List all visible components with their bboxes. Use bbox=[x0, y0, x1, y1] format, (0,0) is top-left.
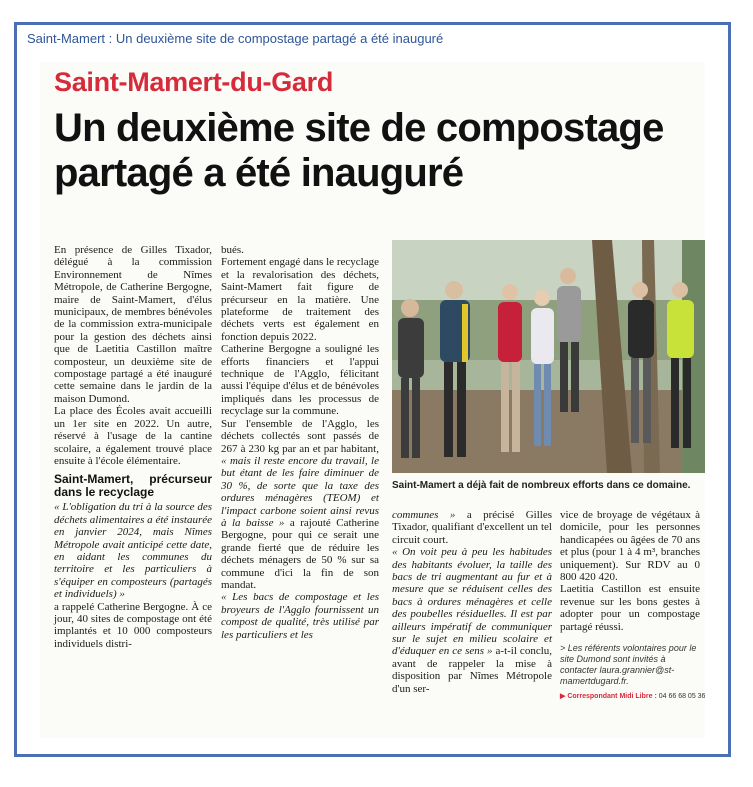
text-run: Sur l'ensemble de l'Agglo, les déchets collectés sont passés de 267 à 230 kg par an et par habitant, bbox=[221, 417, 379, 455]
document-frame bbox=[14, 22, 731, 757]
paragraph: Fortement engagé dans le recyclage et la revalorisation des déchets, Saint-Mamert fait figure de précurseur en la matière. Une plateforme de traitement des déchets verts est également en fonction depuis 2022. bbox=[221, 256, 379, 343]
newspaper-clipping bbox=[40, 62, 705, 738]
quote-run: « mais il reste encore du travail, le but étant de les faire diminuer de 30 %, de sorte que la taxe des ordures ménagères (TEOM) et l'impact carbone soient ainsi revus à la baisse » bbox=[221, 454, 379, 529]
paragraph bbox=[221, 418, 379, 592]
article-location: Saint-Mamert-du-Gard bbox=[54, 67, 334, 97]
article-column-1 bbox=[54, 244, 212, 650]
article-photo bbox=[392, 240, 705, 473]
paragraph: vice de broyage de végétaux à domicile, pour les personnes handicapées ou âgées de 70 ans et plus (pour 1 à 4 m³, branches uniquement). Sur RDV au 0 800 420 420. bbox=[560, 509, 700, 584]
paragraph: a rappelé Catherine Bergogne. À ce jour, 40 sites de compostage ont été implantés et 10 000 composteurs individuels distri- bbox=[54, 600, 212, 650]
quote-paragraph: « Les bacs de compostage et les broyeurs de l'Agglo fournissent un compost de qualité, très utilisé par les particuliers et les bbox=[221, 591, 379, 641]
quote-paragraph: « L'obligation du tri à la source des déchets alimentaires a été instaurée en janvier 2024, mais Nîmes Métropole avait anticipé cette date, en aidant les communes du territoire et les particuliers à s'équiper en composteurs (partagés et individuels) » bbox=[54, 501, 212, 601]
article-headline: Un deuxième site de compostage partagé a été inauguré bbox=[54, 106, 664, 195]
photo-caption: Saint-Mamert a déjà fait de nombreux efforts dans ce domaine. bbox=[392, 480, 691, 491]
paragraph: bués. bbox=[221, 244, 244, 256]
article-column-3 bbox=[392, 509, 552, 695]
quote-run: « On voit peu à peu les habitudes des habitants évoluer, la taille des bacs de tri augmentant au fur et à mesure que se réduisent celles des bacs à ordures ménagères et celle des poubelles résiduelles. Il est par ailleurs impératif de communiquer sur le sujet en milieu scolaire et d'éduquer en ce sens » bbox=[392, 546, 552, 658]
paragraph: En présence de Gilles Tixador, délégué à la commission Environnement de Nîmes Métropole, de Catherine Bergogne, maire de Saint-Mamert, d'élus municipaux, de membres bénévoles de la commission extra-municipale pour la gestion des déchets ainsi que de Laetitia Castillon maître composteur, un deuxième site de compostage partagé a été inauguré cette semaine dans le jardin de la maison Dumond. bbox=[54, 244, 212, 405]
byline-label: ▶ Correspondant Midi Libre : bbox=[560, 693, 657, 701]
byline bbox=[560, 691, 705, 703]
document-title: Saint-Mamert : Un deuxième site de compostage partagé a été inauguré bbox=[27, 31, 444, 46]
photo-illustration bbox=[392, 240, 705, 473]
paragraph bbox=[392, 509, 552, 546]
text-run: a précisé Gilles Tixador, qualifiant d'excellent un tel circuit court. bbox=[392, 509, 552, 546]
quote-run: communes » bbox=[392, 509, 456, 521]
text-run: a-t-il conclu, avant de rappeler la mise à disposition par Nîmes Métropole d'un ser- bbox=[392, 645, 553, 695]
contact-note: > Les référents volontaires pour le site Dumond sont invités à contacter laura.grannier@st-mamertdugard.fr. bbox=[560, 643, 697, 687]
text-run: a rajouté Catherine Bergogne, pour qui ce serait une grande fierté que de réduire les déchets ménagers de 50 % sur sa commune d'ici la fin de son mandat. bbox=[221, 516, 380, 591]
paragraph: Laetitia Castillon est ensuite revenue sur les bons gestes à adopter pour un compostage partagé réussi. bbox=[560, 583, 700, 633]
article-subheading: Saint-Mamert, précurseur dans le recyclage bbox=[54, 472, 212, 500]
byline-phone: 04 66 68 05 36 bbox=[658, 693, 705, 701]
paragraph bbox=[392, 546, 552, 695]
article-column-2 bbox=[221, 244, 379, 641]
article-column-4 bbox=[560, 509, 705, 703]
paragraph: Catherine Bergogne a souligné les efforts financiers et l'appui technique de l'Agglo, félicitant aussi l'équipe d'élus et de bénévoles impliqués dans les processus de recyclage sur la commune. bbox=[221, 343, 379, 418]
paragraph: La place des Écoles avait accueilli un 1er site en 2022. Un autre, réservé à l'usage de la cantine scolaire, a également trouvé place ensuite à l'école élémentaire. bbox=[54, 405, 212, 467]
